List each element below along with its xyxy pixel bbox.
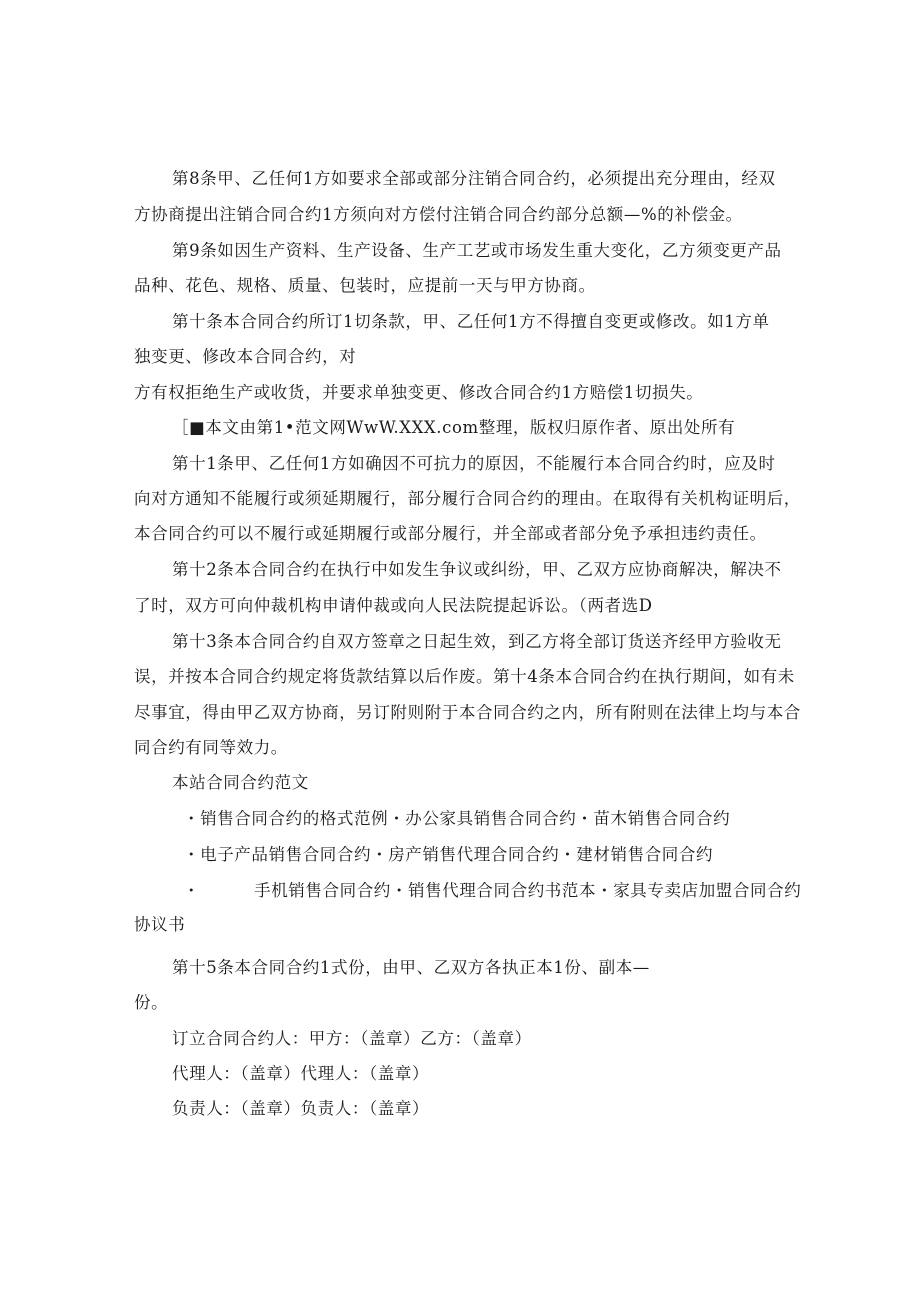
- article-9-line-1: 第9条如因生产资料、生产设备、生产工艺或市场发生重大变化，乙方须变更产品: [172, 241, 782, 260]
- article-11-line-3: 本合同合约可以不履行或延期履行或部分履行，并全部或者部分免予承担违约责任。: [134, 524, 767, 543]
- signature-agents: 代理人：（盖章）代理人：（盖章）: [172, 1064, 430, 1083]
- article-15-line-2: 份。: [134, 993, 169, 1012]
- article-12-line-2: 了时，双方可向仲裁机构申请仲裁或向人民法院提起诉讼。（两者选D: [134, 596, 653, 615]
- source-note: ［■本文由第1•范文网WwW.XXX.com整理，版权归原作者、原出处所有: [172, 418, 736, 437]
- article-13-line-1: 第十3条本合同合约自双方签章之日起生效，到乙方将全部订货送齐经甲方验收无: [172, 632, 782, 651]
- article-10-line-3: 方有权拒绝生产或收货，并要求单独变更、修改合同合约1方赔偿1切损失。: [134, 383, 704, 402]
- article-11-line-1: 第十1条甲、乙任何1方如确因不可抗力的原因，不能履行本合同合约时，应及时: [172, 454, 776, 473]
- related-links-row-3[interactable]: [183, 881, 801, 901]
- signature-responsible: 负责人：（盖章）负责人：（盖章）: [172, 1099, 430, 1118]
- article-8-line-1: 第8条甲、乙任何1方如要求全部或部分注销合同合约，必须提出充分理由，经双: [172, 169, 776, 188]
- article-13-line-3: 尽事宜，得由甲乙双方协商，另订附则附于本合同合约之内，所有附则在法律上均与本合: [134, 703, 801, 722]
- article-10-line-2: 独变更、修改本合同合约，对: [134, 347, 357, 366]
- related-links-row-1[interactable]: ・销售合同合约的格式范例・办公家具销售合同合约・苗木销售合同合约: [183, 809, 731, 828]
- article-8-line-2: 方协商提出注销合同合约1方须向对方偿付注销合同合约部分总额—%的补偿金。: [134, 205, 743, 224]
- article-11-line-2: 向对方通知不能履行或须延期履行，部分履行合同合约的理由。在取得有关机构证明后，: [134, 489, 801, 508]
- related-links-row-3-text[interactable]: 手机销售合同合约・销售代理合同合约书范本・家具专卖店加盟合同合约: [254, 881, 802, 900]
- related-links-row-3-bullet: ・: [183, 881, 201, 900]
- signature-parties: 订立合同合约人：甲方：（盖章）乙方：（盖章）: [172, 1029, 532, 1048]
- article-13-line-2: 误，并按本合同合约规定将货款结算以后作废。第十4条本合同合约在执行期间，如有未: [134, 667, 795, 686]
- article-12-line-1: 第十2条本合同合约在执行中如发生争议或纠纷，甲、乙双方应协商解决，解决不: [172, 560, 782, 579]
- related-heading: 本站合同合约范文: [172, 773, 309, 792]
- related-links-row-2[interactable]: ・电子产品销售合同合约・房产销售代理合同合约・建材销售合同合约: [183, 845, 714, 864]
- article-10-line-1: 第十条本合同合约所订1切条款，甲、乙任何1方不得擅自变更或修改。如1方单: [172, 312, 770, 331]
- article-13-line-4: 同合约有同等效力。: [134, 738, 288, 757]
- article-9-line-2: 品种、花色、规格、质量、包装时，应提前一天与甲方协商。: [134, 276, 596, 295]
- related-links-row-3-cont[interactable]: 协议书: [134, 915, 186, 934]
- article-15-line-1: 第十5条本合同合约1式份，由甲、乙双方各执正本1份、副本—: [172, 958, 650, 977]
